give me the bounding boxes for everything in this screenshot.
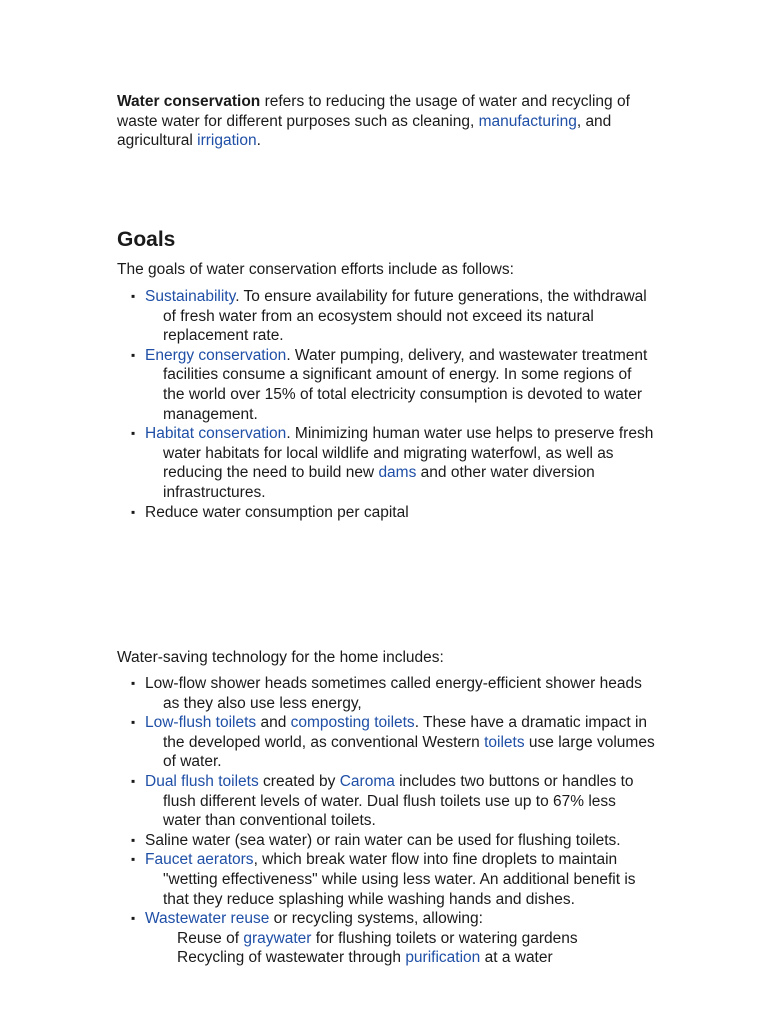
- list-item: [117, 831, 657, 851]
- intro-text-3: .: [256, 132, 261, 150]
- intro-text-2: , and agricultural: [117, 112, 612, 150]
- link-toilets[interactable]: toilets: [484, 733, 525, 751]
- link-low-flush-toilets[interactable]: Low-flush toilets: [145, 714, 257, 732]
- bullet-icon: ▪: [131, 289, 136, 303]
- link-dams[interactable]: dams: [378, 464, 417, 482]
- list-item: [117, 850, 657, 909]
- item-text: Reuse of: [177, 929, 244, 947]
- bullet-icon: ▪: [131, 715, 136, 730]
- goals-heading: Goals: [117, 228, 176, 251]
- bullet-icon: ▪: [131, 426, 136, 441]
- intro-text-1: refers to reducing the usage of water and recycling of waste water for different purposes such as cleaning,: [117, 93, 630, 130]
- item-text: created by: [258, 772, 340, 790]
- item-text: . Water pumping, delivery, and wastewater treatment facilities consume a significant amount of energy. In some regions of the world over 15% of total electricity consumption is devoted to water management.: [163, 346, 648, 423]
- item-text: . These have a dramatic impact in the developed world, as conventional Western: [163, 714, 648, 751]
- link-wastewater-reuse[interactable]: Wastewater reuse: [145, 910, 270, 928]
- link-energy-conservation[interactable]: Energy conservation: [145, 346, 287, 364]
- link-irrigation[interactable]: irrigation: [197, 132, 257, 150]
- sub-list-item: [163, 948, 657, 968]
- item-text: use large volumes of water.: [163, 733, 655, 771]
- list-item: [117, 909, 657, 968]
- intro-term: Water conservation: [117, 93, 261, 110]
- sub-list: [163, 929, 657, 968]
- item-text: Low-flow shower heads sometimes called energy-efficient shower heads as they also use less energy,: [145, 675, 642, 712]
- list-item: [117, 346, 657, 424]
- bullet-icon: ▪: [131, 832, 136, 847]
- item-text: for flushing toilets or watering gardens: [311, 929, 578, 947]
- item-text: or recycling systems, allowing:: [269, 910, 483, 928]
- item-text: includes two buttons or handles to flush different levels of water. Dual flush toilets use up to 67% less water than conventional toilets.: [163, 772, 634, 830]
- bullet-icon: ▪: [131, 852, 136, 867]
- link-purification[interactable]: purification: [405, 949, 481, 967]
- bullet-icon: ▪: [131, 676, 136, 690]
- link-sustainability[interactable]: Sustainability: [145, 288, 236, 305]
- item-text: , which break water flow into fine droplets to maintain "wetting effectiveness" while using less water. An additional benefit is that they reduce splashing while washing hands and dishes.: [163, 851, 636, 908]
- list-item: [117, 424, 657, 502]
- tech-list: [117, 674, 657, 968]
- item-text: Recycling of wastewater through: [177, 949, 406, 967]
- list-item: [117, 772, 657, 831]
- link-graywater[interactable]: graywater: [243, 929, 312, 947]
- link-manufacturing[interactable]: manufacturing: [478, 112, 577, 130]
- item-text: . Minimizing human water use helps to preserve fresh water habitats for local wildlife and migrating waterfowl, as well as reducing the need to build new: [163, 425, 654, 482]
- item-text: Reduce water consumption per capital: [145, 503, 409, 521]
- bullet-icon: ▪: [131, 773, 136, 788]
- list-item: [117, 287, 657, 346]
- goals-lead: The goals of water conservation efforts include as follows:: [117, 261, 514, 278]
- item-text: and other water diversion infrastructures.: [163, 464, 595, 501]
- item-text: at a water: [480, 949, 553, 967]
- item-text: and: [256, 714, 291, 732]
- goals-list: [117, 287, 657, 522]
- item-text: . To ensure availability for future generations, the withdrawal of fresh water from an ecosystem should not exceed its natural replacement rate.: [163, 288, 647, 345]
- link-caroma[interactable]: Caroma: [339, 772, 395, 790]
- item-text: Saline water (sea water) or rain water can be used for flushing toilets.: [145, 831, 621, 849]
- link-composting-toilets[interactable]: composting toilets: [290, 714, 415, 732]
- bullet-icon: ▪: [131, 911, 136, 926]
- list-item: [117, 503, 657, 523]
- sub-list-item: [163, 929, 657, 949]
- bullet-icon: ▪: [131, 347, 136, 362]
- bullet-icon: ▪: [131, 504, 136, 519]
- tech-lead: Water-saving technology for the home includes:: [117, 649, 444, 666]
- link-faucet-aerators[interactable]: Faucet aerators: [145, 851, 254, 869]
- link-habitat-conservation[interactable]: Habitat conservation: [145, 425, 287, 443]
- list-item: [117, 674, 657, 713]
- link-dual-flush-toilets[interactable]: Dual flush toilets: [145, 772, 259, 790]
- list-item: [117, 713, 657, 772]
- intro-paragraph: [117, 92, 657, 151]
